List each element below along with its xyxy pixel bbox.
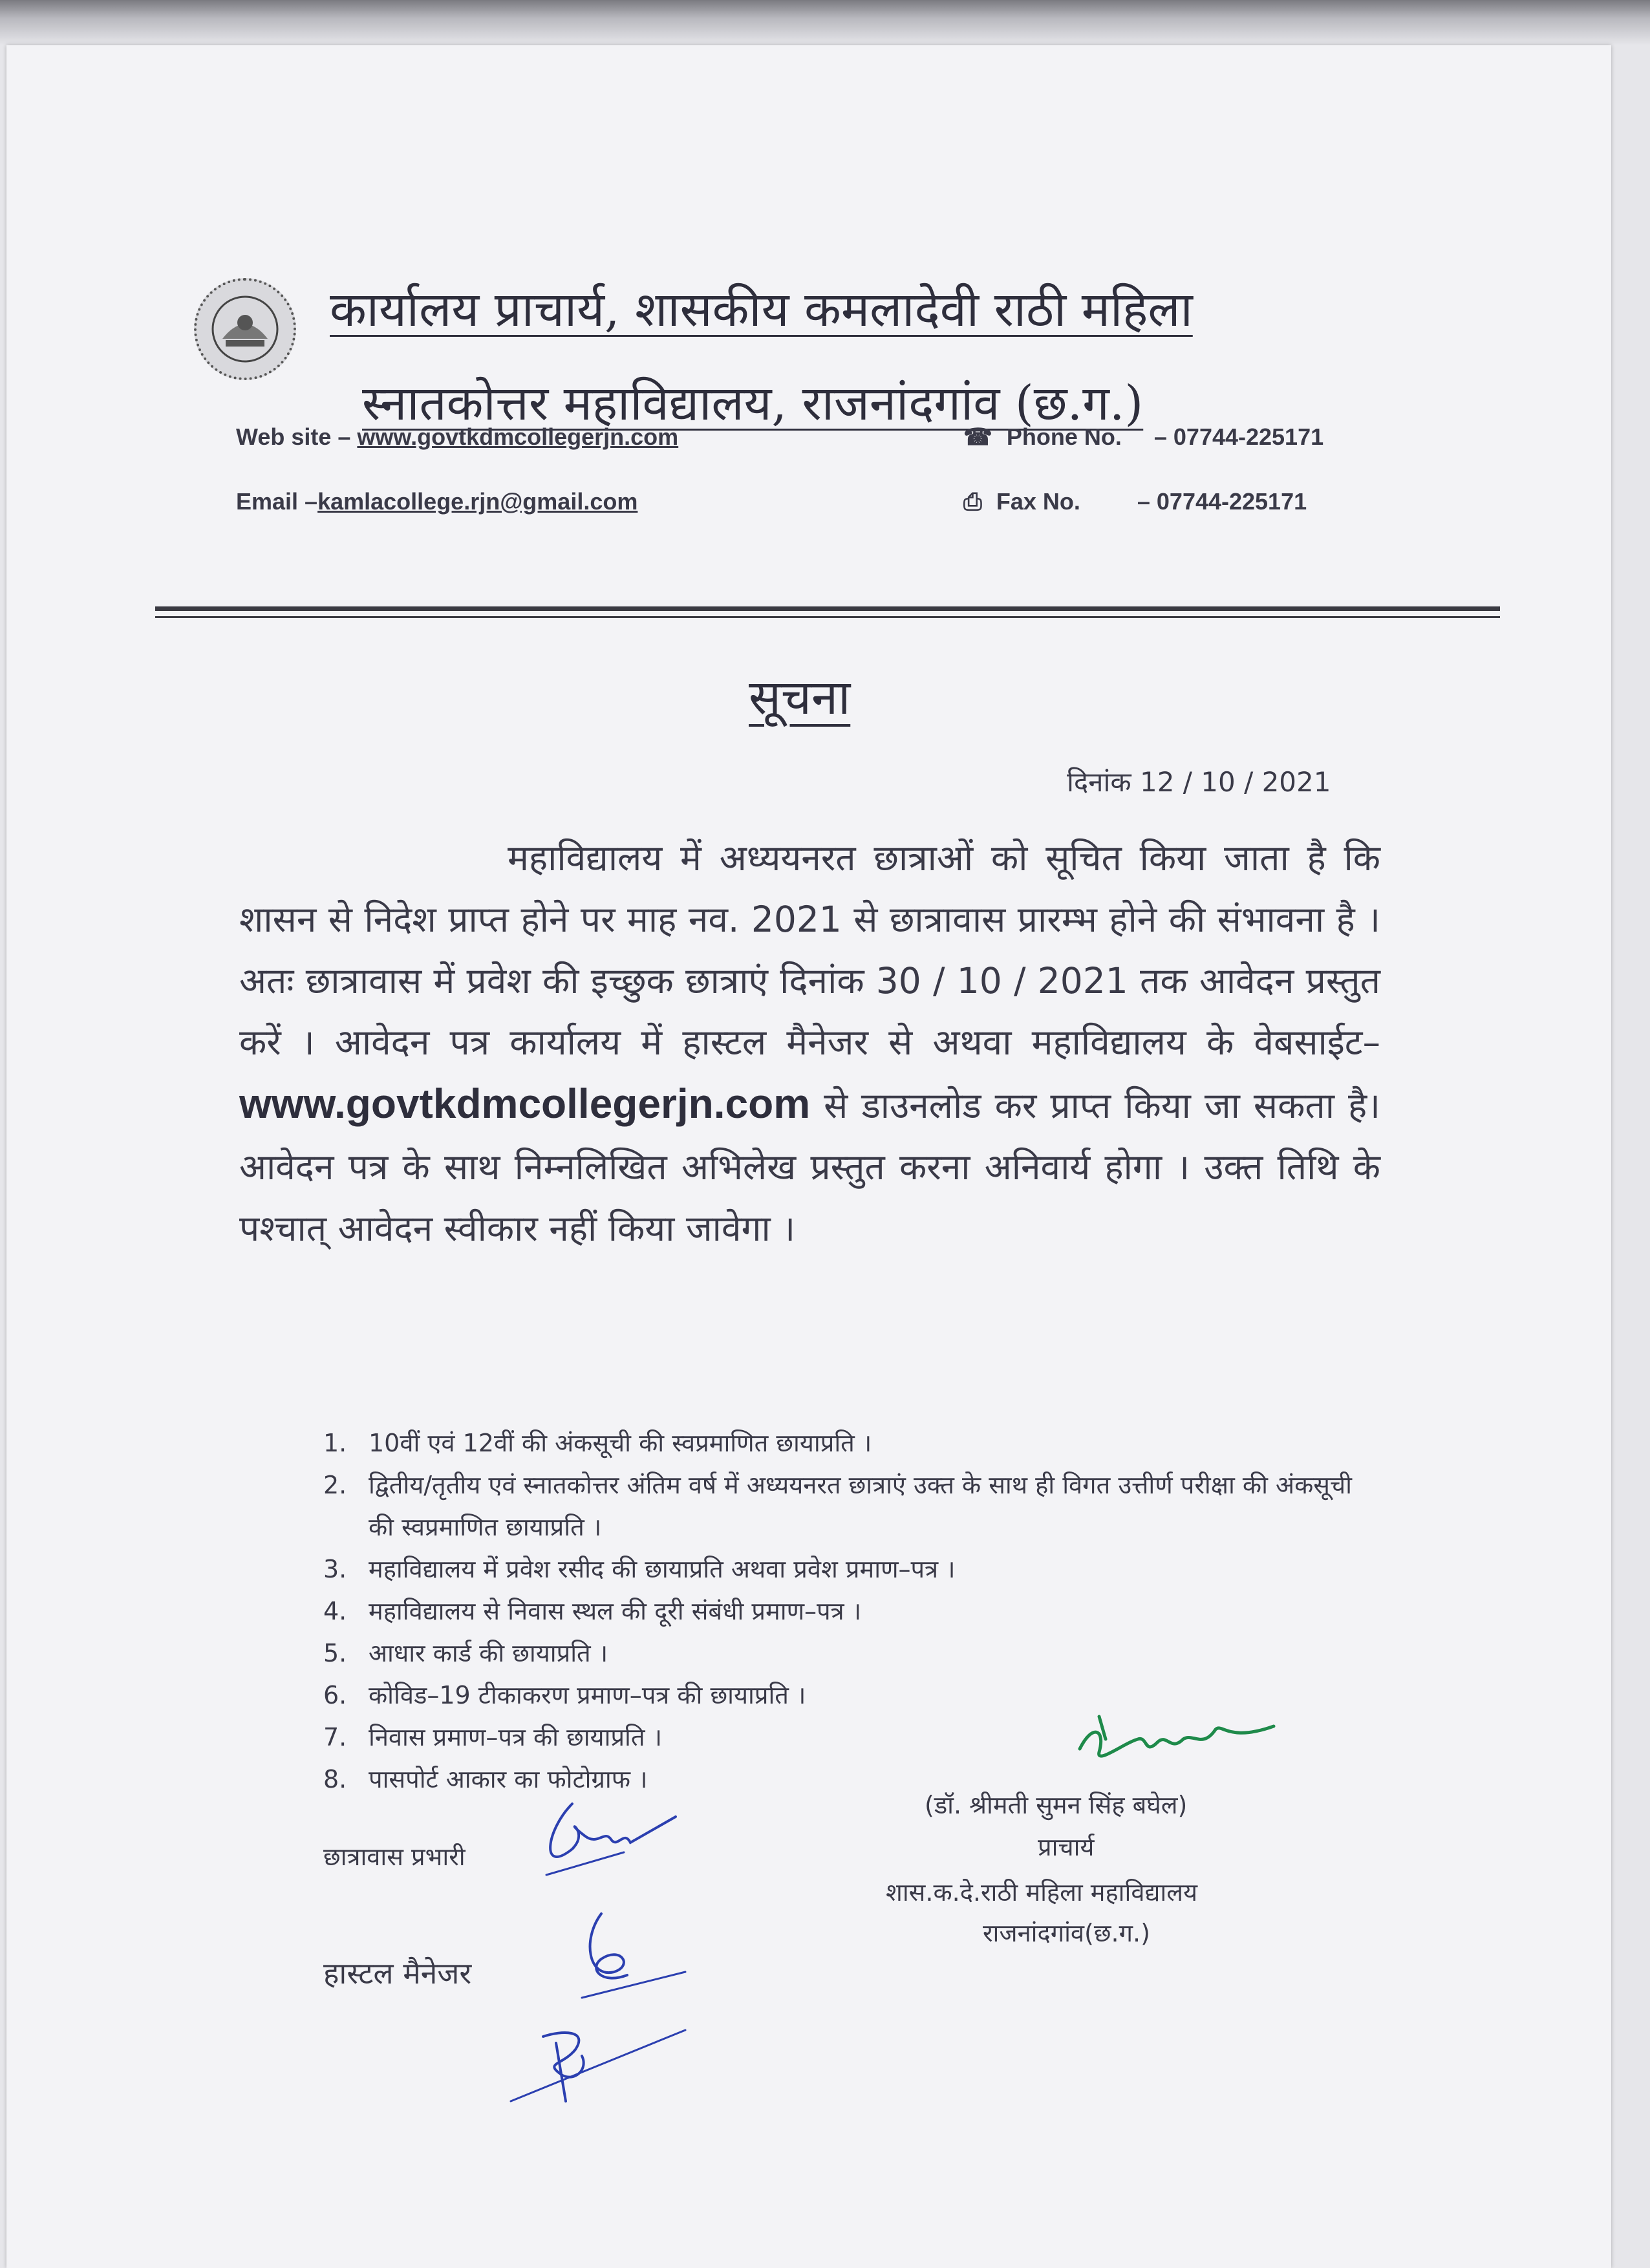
- list-item: 3. महाविद्यालय में प्रवेश रसीद की छायाप्रति अथवा प्रवेश प्रमाण–पत्र ।: [323, 1555, 956, 1583]
- principal-title: प्राचार्य: [1038, 1833, 1095, 1861]
- list-item: 2. द्वितीय/तृतीय एवं स्नातकोत्तर अंतिम वर्ष में अध्ययनरत छात्राएं उक्त के साथ ही विगत उत्तीर्ण परीक्षा की अंकसूची की स्वप्रमाणित छायाप्रति ।: [323, 1471, 1352, 1541]
- principal-signature: [1067, 1704, 1280, 1775]
- website-link[interactable]: www.govtkdmcollegerjn.com: [357, 423, 679, 450]
- fax-label: Fax No.: [996, 488, 1080, 515]
- emblem-icon: [209, 294, 281, 365]
- hostel-manager-signature: [562, 1901, 692, 2011]
- hostel-manager-label: हास्टल मैनेजर: [323, 1956, 472, 1991]
- email-link[interactable]: kamlacollege.rjn@gmail.com: [317, 488, 638, 515]
- notice-title: सूचना: [749, 670, 851, 725]
- principal-name: (डॉ. श्रीमती सुमन सिंह बघेल): [925, 1791, 1188, 1819]
- list-item: 1. 10वीं एवं 12वीं की अंकसूची की स्वप्रमाणित छायाप्रति ।: [323, 1429, 872, 1457]
- fax-row: [963, 488, 1307, 516]
- college-line: शास.क.दे.राठी महिला महाविद्यालय: [886, 1878, 1198, 1907]
- header-divider-thin: [155, 616, 1500, 618]
- notice-website: www.govtkdmcollegerjn.com: [239, 1080, 811, 1127]
- notice-date: दिनांक 12 / 10 / 2021: [1067, 766, 1331, 798]
- website-row: [236, 423, 678, 451]
- hostel-incharge-signature: [533, 1791, 682, 1888]
- header-divider: [155, 606, 1500, 611]
- fax-icon: ⎙: [963, 488, 982, 515]
- scan-shadow: [0, 0, 1650, 45]
- phone-label: Phone No.: [1006, 423, 1122, 450]
- email-row: [236, 488, 638, 515]
- city-line: राजनांदगांव(छ.ग.): [983, 1919, 1150, 1947]
- notice-page: [6, 45, 1611, 2268]
- phone-icon: ☎: [963, 423, 992, 450]
- list-item: 6. कोविड–19 टीकाकरण प्रमाण–पत्र की छायाप्रति ।: [323, 1681, 806, 1709]
- header-line-1: कार्यालय प्राचार्य, शासकीय कमलादेवी राठी महिला: [330, 282, 1193, 337]
- hostel-incharge-label: छात्रावास प्रभारी: [323, 1843, 466, 1871]
- list-item: 8. पासपोर्ट आकार का फोटोग्राफ ।: [323, 1765, 648, 1793]
- fax-number: – 07744-225171: [1137, 488, 1307, 515]
- list-item: 7. निवास प्रमाण–पत्र की छायाप्रति ।: [323, 1723, 663, 1751]
- email-label: Email –: [236, 488, 318, 515]
- list-item: 5. आधार कार्ड की छायाप्रति ।: [323, 1639, 608, 1667]
- phone-row: [963, 423, 1323, 451]
- notice-body-part2: से डाउनलोड कर प्राप्त किया जा सकता है। आवेदन पत्र के साथ निम्नलिखित अभिलेख प्रस्तुत करना अनिवार्य होगा । उक्त तिथि के पश्चात् आवेदन स्वीकार नहीं किया जावेगा ।: [239, 1085, 1381, 1249]
- phone-number: – 07744-225171: [1153, 423, 1324, 450]
- college-emblem: [194, 278, 296, 380]
- list-item: 4. महाविद्यालय से निवास स्थल की दूरी संबंधी प्रमाण–पत्र ।: [323, 1597, 862, 1625]
- header-line-2: स्नातकोत्तर महाविद्यालय, राजनांदगांव (छ.ग.): [362, 376, 1144, 431]
- notice-body-part1: महाविद्यालय में अध्ययनरत छात्राओं को सूचित किया जाता है कि शासन से निदेश प्राप्त होने पर माह नव. 2021 से छात्रावास प्रारम्भ होने की संभावना है । अतः छात्रावास में प्रवेश की इच्छुक छात्राएं दिनांक 30 / 10 / 2021 तक आवेदन प्रस्तुत करें । आवेदन पत्र कार्यालय में हास्टल मैनेजर से अथवा महाविद्यालय के वेबसाईट–: [239, 837, 1380, 1063]
- website-label: Web site –: [236, 423, 358, 450]
- additional-signature: [498, 2004, 692, 2114]
- notice-body: [239, 828, 1380, 1259]
